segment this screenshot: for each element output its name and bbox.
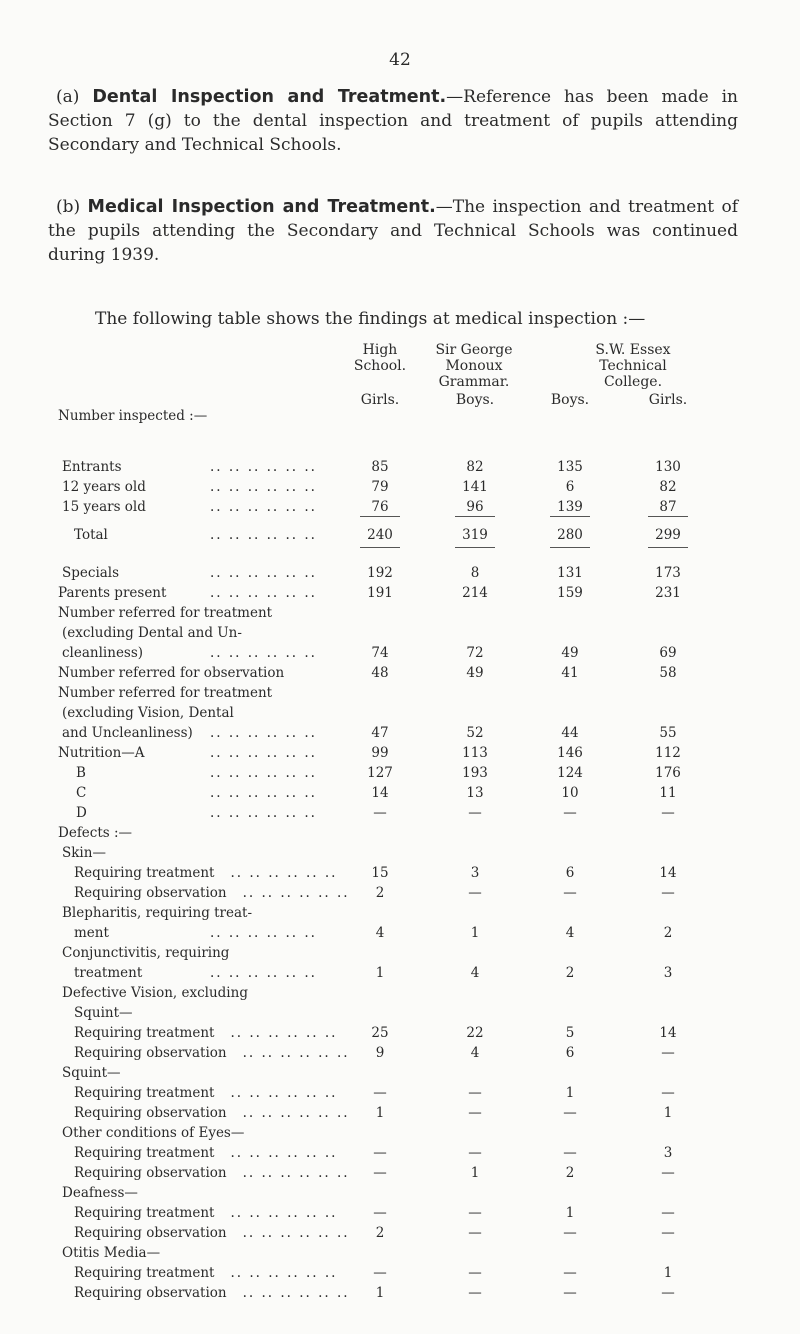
table-cell: — [661,1205,675,1221]
table-cell: 47 [371,725,389,741]
dot-leader: .. .. .. .. .. .. [210,805,317,821]
table-row [0,1005,800,1025]
table-cell: 1 [375,965,385,981]
table-cell: 1 [663,1265,673,1281]
table-cell: 2 [375,1225,385,1241]
table-cell: 112 [655,745,681,761]
table-row [0,765,800,785]
table-cell: 6 [565,865,575,881]
table-cell: — [468,885,482,901]
row-label: Requiring treatment [74,1025,215,1041]
table-cell: 8 [470,565,480,581]
table-row [0,605,800,625]
dot-leader: .. .. .. .. .. .. [230,1085,338,1101]
row-label: Other conditions of Eyes— [62,1125,245,1141]
table-cell: — [661,1045,675,1061]
row-label: Blepharitis, requiring treat- [62,905,253,921]
row-label: Defective Vision, excluding [62,985,248,1001]
row-label: Requiring observation [74,1225,227,1241]
table-row [0,1185,800,1205]
table-row [0,1265,800,1285]
table-cell: 4 [375,925,385,941]
table-cell: 4 [470,1045,480,1061]
row-label: Specials [62,565,120,581]
table-cell: — [468,1265,482,1281]
table-cell: 124 [557,765,583,781]
table-cell: 58 [659,665,677,681]
table-cell: 135 [557,459,583,475]
table-cell: 173 [655,565,681,581]
row-label: Conjunctivitis, requiring [62,945,230,961]
table-cell: 1 [375,1105,385,1121]
table-cell: 15 [371,865,389,881]
row-label: Requiring observation [74,1045,227,1061]
para-b-heading: Medical Inspection and Treatment. [87,197,436,217]
table-cell: — [661,805,675,821]
table-cell: 5 [565,1025,575,1041]
table-cell: — [563,1285,577,1301]
row-label: Requiring observation [74,1105,227,1121]
table-cell: 96 [466,499,484,515]
row-label: Squint— [74,1005,133,1021]
column-header-sw-essex: S.W. Essex Technical College. [595,342,671,390]
table-cell: 1 [470,925,480,941]
table-row [0,665,800,685]
table-row [0,1245,800,1265]
table-cell: — [661,1225,675,1241]
table-cell: 85 [371,459,389,475]
table-cell: 82 [659,479,677,495]
total-rule [360,516,400,517]
table-cell: 127 [367,765,393,781]
table-cell: 22 [466,1025,484,1041]
dot-leader: .. .. .. .. .. .. [210,965,317,981]
table-cell: — [563,1265,577,1281]
total-rule [550,547,590,548]
table-cell: — [468,1085,482,1101]
row-label: Parents present [58,585,167,601]
table-cell: 72 [466,645,484,661]
table-cell: 41 [561,665,579,681]
column-header-girls-1: Girls. [360,392,400,408]
dot-leader: .. .. .. .. .. .. [210,745,317,761]
table-cell: 13 [466,785,484,801]
table-cell: — [661,1285,675,1301]
row-label: Requiring treatment [74,1145,215,1161]
table-cell: 146 [557,745,583,761]
table-row [0,565,800,585]
paragraph-medical [48,195,738,267]
table-row [0,845,800,865]
row-label: C [76,785,87,801]
table-cell: 3 [663,965,673,981]
para-a-marker: (a) [56,87,80,107]
table-cell: 44 [561,725,579,741]
total-rule [648,516,688,517]
table-cell: 9 [375,1045,385,1061]
table-cell: — [661,885,675,901]
row-label: Requiring observation [74,1165,227,1181]
table-cell: 74 [371,645,389,661]
table-row [0,985,800,1005]
column-header-high-school: High School. [353,342,407,374]
table-row [0,1125,800,1145]
dot-leader: .. .. .. .. .. .. [242,1105,350,1121]
row-label: Skin— [62,845,106,861]
table-row [0,625,800,645]
table-cell: — [373,1145,387,1161]
row-label: ment [74,925,109,941]
row-label: Defects :— [58,825,133,841]
table-row [0,1045,800,1065]
table-row [0,705,800,725]
page-number: 42 [389,50,411,70]
table-cell: 10 [561,785,579,801]
table-cell: 99 [371,745,389,761]
dot-leader: .. .. .. .. .. .. [210,479,317,495]
table-cell: 3 [470,865,480,881]
row-label: Requiring treatment [74,865,215,881]
table-cell: 193 [462,765,488,781]
table-cell: — [373,1085,387,1101]
column-header-boys-2: Boys. [550,392,590,408]
table-row [0,1065,800,1085]
table-row [0,725,800,745]
table-row [0,1205,800,1225]
dot-leader: .. .. .. .. .. .. [210,765,317,781]
table-cell: 113 [462,745,488,761]
table-row [0,825,800,845]
table-cell: — [468,805,482,821]
table-cell: 319 [462,527,488,543]
table-cell: 69 [659,645,677,661]
row-label: Nutrition—A [58,745,145,761]
table-cell: — [661,1085,675,1101]
para-a-heading: Dental Inspection and Treatment. [92,87,447,107]
table-row [0,1025,800,1045]
dot-leader: .. .. .. .. .. .. [230,1025,338,1041]
table-cell: — [373,1265,387,1281]
row-label: B [76,765,86,781]
column-header-girls-2: Girls. [648,392,688,408]
table-cell: — [373,1205,387,1221]
paragraph-dental [48,85,738,157]
table-row [0,645,800,665]
table-cell: 139 [557,499,583,515]
table-cell: 1 [565,1205,575,1221]
table-row [0,1085,800,1105]
table-row [0,945,800,965]
row-label: and Uncleanliness) [62,725,193,741]
table-cell: 1 [470,1165,480,1181]
table-cell: — [661,1165,675,1181]
row-label: (excluding Vision, Dental [62,705,234,721]
para-b-text: —The inspection and treatment of the pupils attending the Secondary and Technical Schools was continued during 1939. [48,197,739,265]
row-label: Number referred for treatment [58,605,273,621]
row-label: Squint— [62,1065,121,1081]
dot-leader: .. .. .. .. .. .. [210,565,317,581]
table-cell: — [373,805,387,821]
table-cell: 4 [470,965,480,981]
table-cell: — [373,1165,387,1181]
column-header-boys-1: Boys. [455,392,495,408]
table-cell: 82 [466,459,484,475]
table-cell: 191 [367,585,393,601]
dot-leader: .. .. .. .. .. .. [242,1045,350,1061]
table-cell: 4 [565,925,575,941]
table-cell: 11 [659,785,677,801]
table-cell: 49 [561,645,579,661]
table-cell: 240 [367,527,393,543]
table-cell: 52 [466,725,484,741]
row-label: Deafness— [62,1185,138,1201]
table-cell: 87 [659,499,677,515]
table-cell: 14 [371,785,389,801]
row-label: 12 years old [62,479,146,495]
dot-leader: .. .. .. .. .. .. [210,527,317,543]
column-header-monoux: Sir George Monoux Grammar. [435,342,513,390]
row-label: Requiring treatment [74,1265,215,1281]
total-rule [360,547,400,548]
dot-leader: .. .. .. .. .. .. [230,1265,338,1281]
table-cell: — [468,1205,482,1221]
dot-leader: .. .. .. .. .. .. [230,1205,338,1221]
row-label: 15 years old [62,499,146,515]
table-cell: 79 [371,479,389,495]
table-row [0,408,800,428]
table-cell: 131 [557,565,583,581]
table-cell: 176 [655,765,681,781]
total-rule [455,547,495,548]
table-cell: 25 [371,1025,389,1041]
table-cell: — [563,1225,577,1241]
dot-leader: .. .. .. .. .. .. [242,1225,350,1241]
table-row [0,1225,800,1245]
row-label: Entrants [62,459,122,475]
total-rule [455,516,495,517]
table-cell: 280 [557,527,583,543]
dot-leader: .. .. .. .. .. .. [210,925,317,941]
table-cell: 1 [663,1105,673,1121]
table-cell: 231 [655,585,681,601]
table-row [0,905,800,925]
dot-leader: .. .. .. .. .. .. [210,725,317,741]
dot-leader: .. .. .. .. .. .. [242,1285,350,1301]
table-cell: 299 [655,527,681,543]
total-rule [648,547,688,548]
table-cell: — [563,1145,577,1161]
dot-leader: .. .. .. .. .. .. [230,1145,338,1161]
table-cell: 3 [663,1145,673,1161]
table-cell: — [468,1225,482,1241]
table-row [0,1165,800,1185]
row-label: Requiring treatment [74,1085,215,1101]
row-label: Requiring observation [74,885,227,901]
table-cell: 14 [659,865,677,881]
row-label: Number referred for observation [58,665,285,681]
para-b-marker: (b) [56,197,81,217]
table-row [0,527,800,547]
dot-leader: .. .. .. .. .. .. [210,459,317,475]
table-row [0,1145,800,1165]
table-cell: — [468,1105,482,1121]
row-label: Total [74,527,108,543]
row-label: cleanliness) [62,645,144,661]
table-cell: — [468,1285,482,1301]
row-label: (excluding Dental and Un- [62,625,242,641]
table-cell: 49 [466,665,484,681]
table-row [0,925,800,945]
table-cell: 55 [659,725,677,741]
dot-leader: .. .. .. .. .. .. [242,885,350,901]
para-a-text: —Reference has been made in Section 7 (g) to the dental inspection and treatment of pupils attending Secondary and Technical Schools. [48,87,739,155]
dot-leader: .. .. .. .. .. .. [210,645,317,661]
table-cell: — [563,805,577,821]
row-label: Requiring treatment [74,1205,215,1221]
table-cell: 192 [367,565,393,581]
table-cell: 2 [663,925,673,941]
table-cell: 130 [655,459,681,475]
table-cell: — [563,1105,577,1121]
table-row [0,885,800,905]
table-row [0,1105,800,1125]
table-cell: 1 [565,1085,575,1101]
dot-leader: .. .. .. .. .. .. [210,499,317,515]
table-cell: 14 [659,1025,677,1041]
row-label: Requiring observation [74,1285,227,1301]
row-label: treatment [74,965,143,981]
table-cell: 2 [565,1165,575,1181]
table-cell: 1 [375,1285,385,1301]
table-row [0,1285,800,1305]
dot-leader: .. .. .. .. .. .. [242,1165,350,1181]
table-row [0,459,800,479]
table-row [0,785,800,805]
dot-leader: .. .. .. .. .. .. [230,865,338,881]
table-cell: 6 [565,479,575,495]
dot-leader: .. .. .. .. .. .. [210,585,317,601]
row-label: Number referred for treatment [58,685,273,701]
row-label: D [76,805,87,821]
table-cell: 2 [565,965,575,981]
table-cell: 76 [371,499,389,515]
table-intro: The following table shows the findings at medical inspection :— [95,309,646,329]
table-row [0,865,800,885]
table-cell: 159 [557,585,583,601]
table-cell: 2 [375,885,385,901]
table-cell: 214 [462,585,488,601]
total-rule [550,516,590,517]
table-row [0,965,800,985]
table-row [0,479,800,499]
table-row [0,585,800,605]
table-row [0,685,800,705]
table-row [0,805,800,825]
table-row [0,745,800,765]
table-cell: 6 [565,1045,575,1061]
row-label: Otitis Media— [62,1245,161,1261]
table-cell: 141 [462,479,488,495]
table-cell: — [468,1145,482,1161]
table-cell: — [563,885,577,901]
table-cell: 48 [371,665,389,681]
dot-leader: .. .. .. .. .. .. [210,785,317,801]
row-label: Number inspected :— [58,408,208,424]
